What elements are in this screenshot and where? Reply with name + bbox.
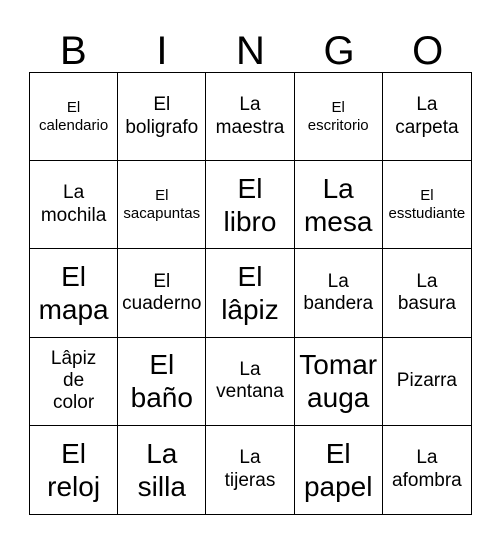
bingo-cell-1-1[interactable]: El calendario <box>30 73 118 161</box>
bingo-cell-4-3[interactable]: La ventana <box>206 338 294 426</box>
bingo-header <box>29 30 472 72</box>
header-letter-g: G <box>323 29 355 73</box>
header-letter-o: O <box>412 29 444 73</box>
bingo-cell-1-3[interactable]: La maestra <box>206 73 294 161</box>
bingo-cell-2-1[interactable]: La mochila <box>30 161 118 249</box>
bingo-cell-4-5[interactable]: Pizarra <box>383 338 471 426</box>
bingo-cell-5-5[interactable]: La afombra <box>392 447 462 491</box>
bingo-cell-5-4[interactable]: El papel <box>295 426 383 514</box>
bingo-cell-3-2[interactable]: El cuaderno <box>118 249 206 337</box>
bingo-cell-2-3[interactable]: El libro <box>206 161 294 249</box>
bingo-cell-4-4[interactable]: Tomar auga <box>295 338 383 426</box>
bingo-cell-1-2[interactable]: El boligrafo <box>118 73 206 161</box>
bingo-cell-3-3[interactable]: El lâpiz <box>206 249 294 337</box>
header-letter-i: I <box>156 29 168 73</box>
bingo-cell-5-2[interactable]: La silla <box>118 426 206 514</box>
bingo-cell-5-3[interactable]: La tijeras <box>206 426 294 514</box>
header-letter-n: N <box>236 29 265 73</box>
bingo-cell-5-1[interactable]: El reloj <box>30 426 118 514</box>
bingo-cell-1-5[interactable]: La carpeta <box>383 73 471 161</box>
bingo-cell-2-2[interactable]: El sacapuntas <box>118 161 206 249</box>
bingo-cell-2-5[interactable]: El esstudiante <box>383 161 471 249</box>
bingo-cell-4-1[interactable]: Lâpiz de color <box>30 338 118 426</box>
bingo-cell-4-2[interactable]: El baño <box>118 338 206 426</box>
bingo-cell-2-4[interactable]: La mesa <box>295 161 383 249</box>
bingo-cell-1-4[interactable]: El escritorio <box>295 73 383 161</box>
header-letter-b: B <box>59 29 87 73</box>
bingo-board <box>29 72 472 515</box>
bingo-cell-3-1[interactable]: El mapa <box>30 249 118 337</box>
bingo-cell-3-4[interactable]: La bandera <box>295 249 383 337</box>
bingo-cell-3-5[interactable]: La basura <box>383 249 471 337</box>
